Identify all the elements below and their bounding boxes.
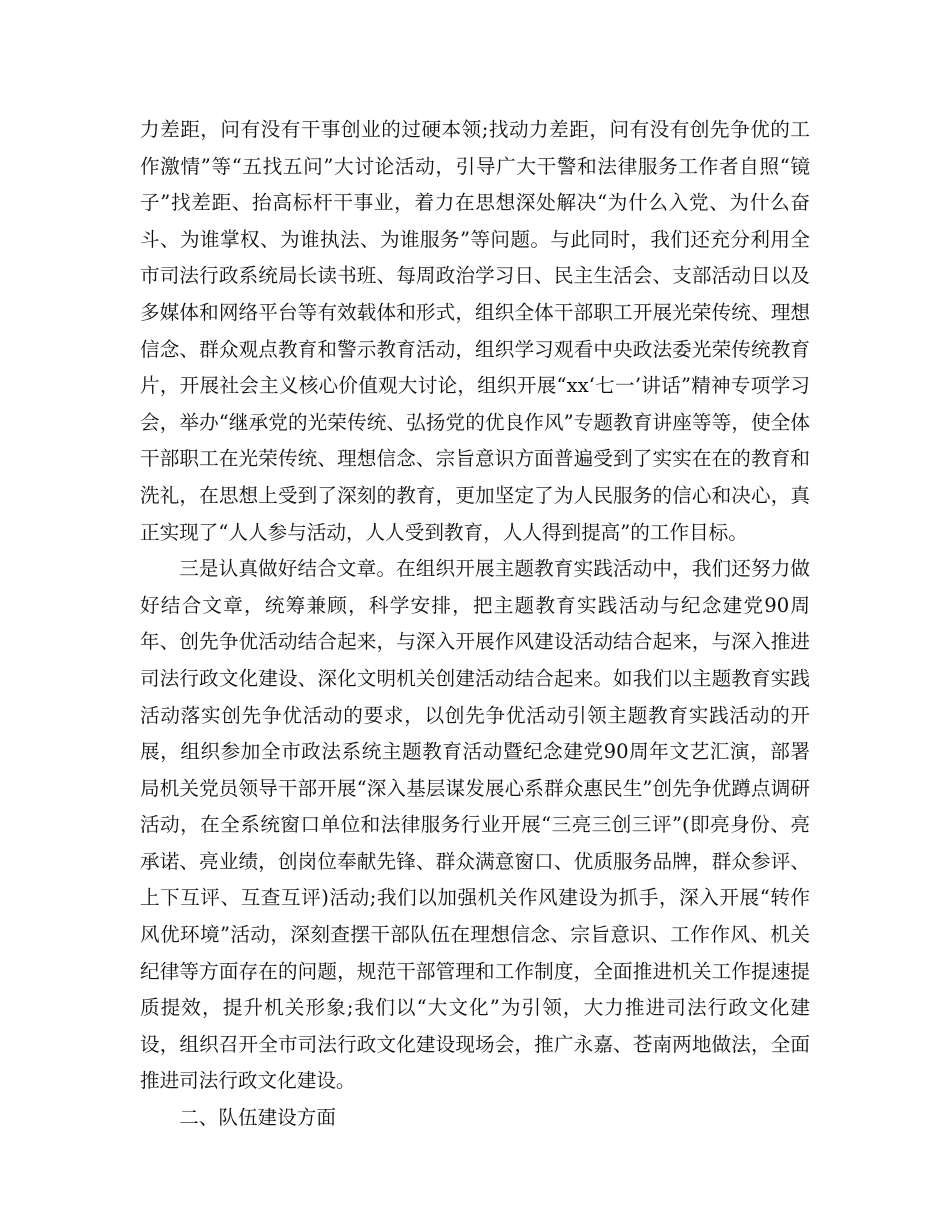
document-body — [140, 112, 810, 1137]
paragraph-continued: 力差距，问有没有干事创业的过硬本领;找动力差距，问有没有创先争优的工作激情”等“五找五问”大讨论活动，引导广大干警和法律服务工作者自照“镜子”找差距、抬高标杆干事业，着力在思想深处解决“为什么入党、为什么奋斗、为谁掌权、为谁执法、为谁服务”等问题。与此同时，我们还充分利用全市司法行政系统局长读书班、每周政治学习日、民主生活会、支部活动日以及多媒体和网络平台等有效载体和形式，组织全体干部职工开展光荣传统、理想信念、群众观点教育和警示教育活动，组织学习观看中央政法委光荣传统教育片，开展社会主义核心价值观大讨论，组织开展“xx‘七一’讲话”精神专项学习会，举办“继承党的光荣传统、弘扬党的优良作风”专题教育讲座等等，使全体干部职工在光荣传统、理想信念、宗旨意识方面普遍受到了实实在在的教育和洗礼，在思想上受到了深刻的教育，更加坚定了为人民服务的信心和决心，真正实现了“人人参与活动，人人受到教育，人人得到提高”的工作目标。 — [140, 118, 810, 544]
section-heading-team-building: 二、队伍建设方面 — [179, 1106, 336, 1130]
paragraph-combine-work: 三是认真做好结合文章。在组织开展主题教育实践活动中，我们还努力做好结合文章，统筹兼顾，科学安排，把主题教育实践活动与纪念建党90周年、创先争优活动结合起来，与深入开展作风建设活动结合起来，与深入推进司法行政文化建设、深化文明机关创建活动结合起来。如我们以主题教育实践活动落实创先争优活动的要求，以创先争优活动引领主题教育实践活动的开展，组织参加全市政法系统主题教育活动暨纪念建党90周年文艺汇演，部署局机关党员领导干部开展“深入基层谋发展心系群众惠民生”创先争优蹲点调研活动，在全系统窗口单位和法律服务行业开展“三亮三创三评”(即亮身份、亮承诺、亮业绩，创岗位奉献先锋、群众满意窗口、优质服务品牌，群众参评、上下互评、互查互评)活动;我们以加强机关作风建设为抓手，深入开展“转作风优环境”活动，深刻查摆干部队伍在理想信念、宗旨意识、工作作风、机关纪律等方面存在的问题，规范干部管理和工作制度，全面推进机关工作提速提质提效，提升机关形象;我们以“大文化”为引领，大力推进司法行政文化建设，组织召开全市司法行政文化建设现场会，推广永嘉、苍南两地做法，全面推进司法行政文化建设。 — [140, 557, 810, 1093]
